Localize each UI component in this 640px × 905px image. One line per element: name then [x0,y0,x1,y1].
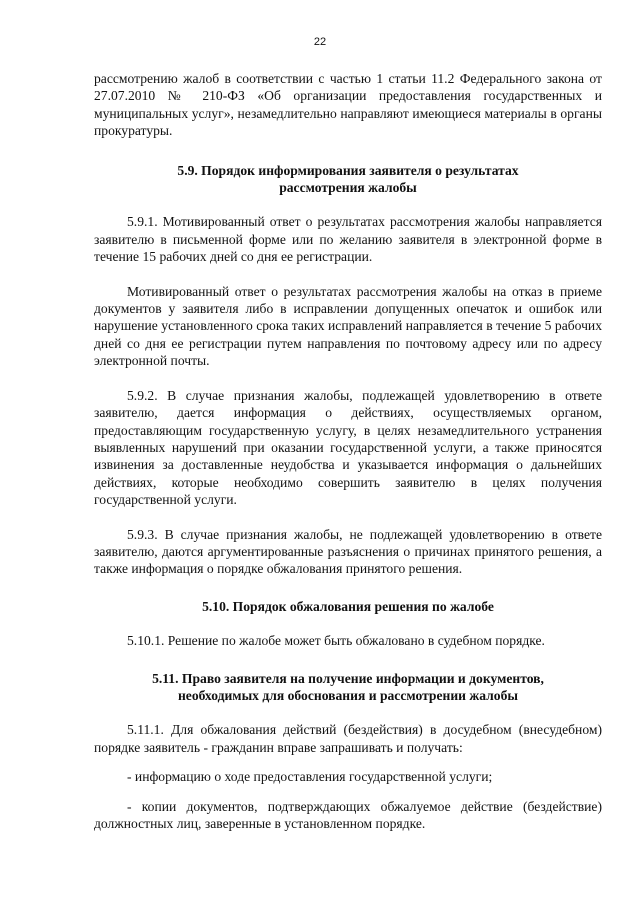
intro-paragraph: рассмотрению жалоб в соответствии с частью 1 статьи 11.2 Федерального закона от 27.07.2010 № 210-ФЗ «Об организации предоставления государственных и муниципальных услуг», незамедлительно направляют имеющиеся материалы в органы прокуратуры. [94,71,602,139]
section-5-11-heading [94,670,602,705]
paragraph-5-11-1: 5.11.1. Для обжалования действий (бездействия) в досудебном (внесудебном) порядке заявитель - гражданин вправе запрашивать и получать: [94,722,602,755]
section-5-11-heading-line1: 5.11. Право заявителя на получение информации и документов, [152,670,544,686]
document-body [94,70,602,832]
paragraph-5-10-1: 5.10.1. Решение по жалобе может быть обжаловано в судебном порядке. [127,633,545,649]
paragraph-5-9-1b: Мотивированный ответ о результатах рассмотрения жалобы на отказ в приеме документов у заявителя либо в исправлении допущенных опечаток и ошибок или нарушение установленного срока таких исправлений направляется в течение 5 рабочих дней со дня ее регистрации путем направления по почтовому адресу или по адресу электронной почты. [94,283,602,369]
section-5-9-heading-line1: 5.9. Порядок информирования заявителя о результатах [177,162,519,178]
paragraph-5-9-2: 5.9.2. В случае признания жалобы, подлежащей удовлетворению в ответе заявителю, дается информация о действиях, осуществляемых органом, предоставляющим государственную услугу, в целях незамедлительного устранения выявленных нарушений при оказании государственной услуги, а также приносятся извинения за доставленные неудобства и указывается информация о дальнейших действиях, которые необходимо совершить заявителю в целях получения государственной услуги. [94,387,602,508]
paragraph-5-9-1: 5.9.1. Мотивированный ответ о результатах рассмотрения жалобы направляется заявителю в письменной форме или по желанию заявителя в электронной форме в течение 15 рабочих дней со дня ее регистрации. [94,214,602,265]
list-item-progress-info: - информацию о ходе предоставления государственной услуги; [127,769,493,785]
page-number: 22 [313,36,327,48]
section-5-11-heading-line2: необходимых для обоснования и рассмотрении жалобы [177,687,519,703]
paragraph-5-9-3: 5.9.3. В случае признания жалобы, не подлежащей удовлетворению в ответе заявителю, даются аргументированные разъяснения о причинах принятого решения, а также информация о порядке обжалования принятого решения. [94,526,602,577]
section-5-9-heading-line2: рассмотрения жалобы [279,180,417,196]
list-item-document-copies: - копии документов, подтверждающих обжалуемое действие (бездействие) должностных лиц, заверенные в установленном порядке. [94,798,602,831]
section-5-9-heading [94,162,602,197]
section-5-10-heading: 5.10. Порядок обжалования решения по жалобе [202,598,494,614]
